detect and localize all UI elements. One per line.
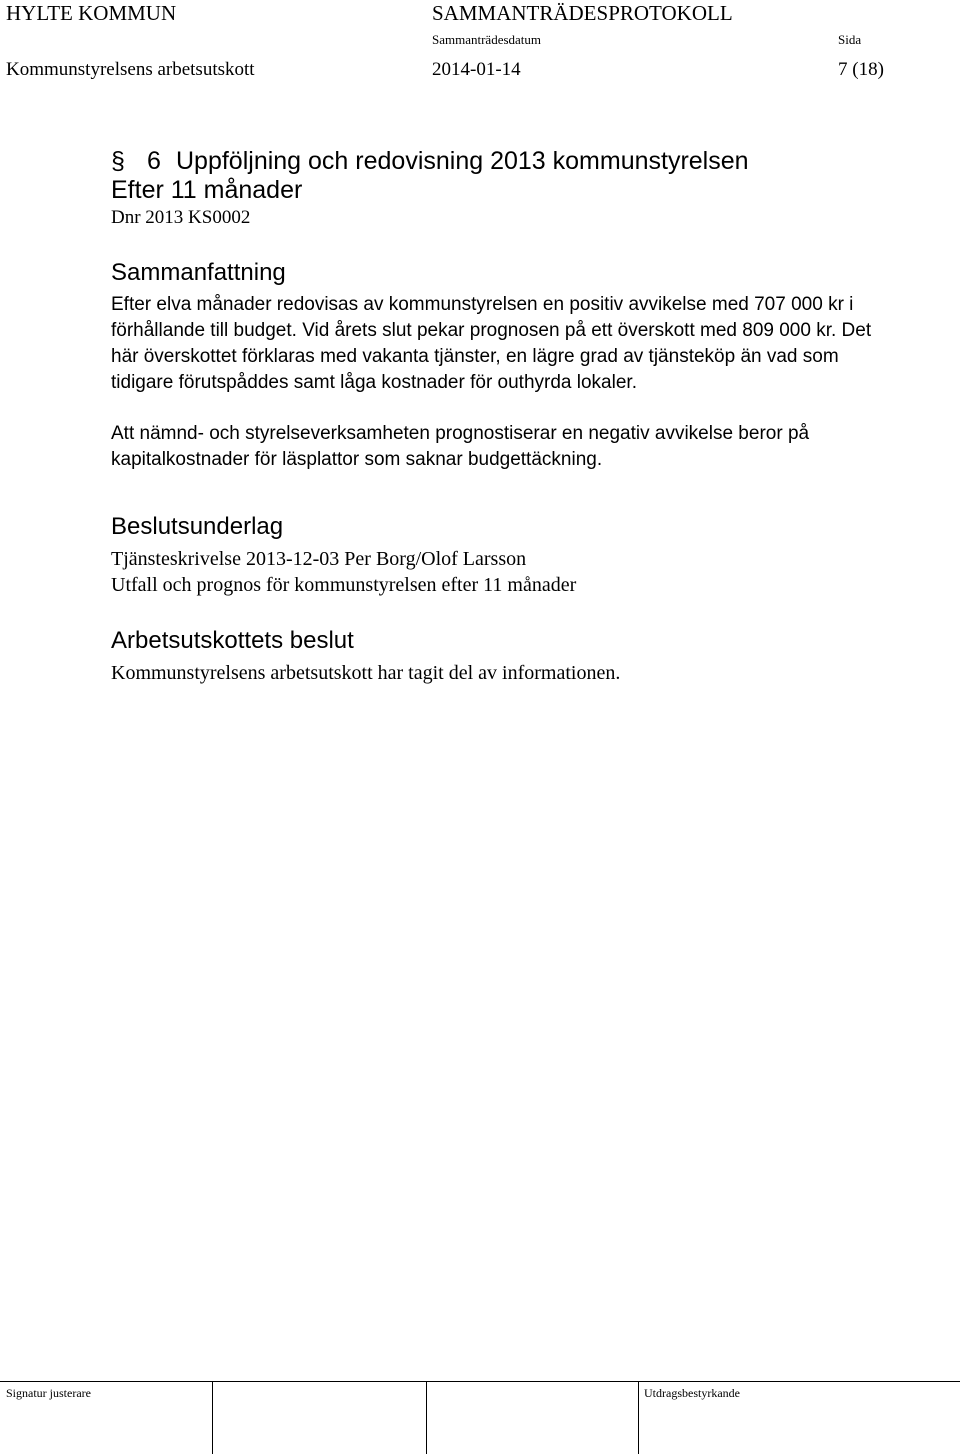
basis-item: Utfall och prognos för kommunstyrelsen efter 11 månader <box>111 574 577 596</box>
extract-cell <box>638 1382 959 1454</box>
page-label: Sida <box>838 32 862 47</box>
decision-text: Kommunstyrelsens arbetsutskott har tagit del av informationen. <box>111 662 621 684</box>
item-number: 6 <box>147 147 161 175</box>
decision-text-block <box>111 660 891 686</box>
summary-p2-line: kapitalkostnader för läsplattor som saknar budgettäckning. <box>111 449 603 470</box>
municipality-name: HYLTE KOMMUN <box>6 1 177 25</box>
basis-list <box>111 546 891 598</box>
signature-cell <box>426 1382 639 1454</box>
decision-heading: Arbetsutskottets beslut <box>111 627 354 654</box>
date-label: Sammanträdesdatum <box>432 32 542 47</box>
page-number: 7 (18) <box>838 59 884 80</box>
item-title-line2: Efter 11 månader <box>111 176 303 204</box>
signature-footer <box>0 1381 960 1454</box>
case-number: Dnr 2013 KS0002 <box>111 207 251 228</box>
signature-label: Signatur justerare <box>6 1386 91 1400</box>
summary-heading: Sammanfattning <box>111 259 286 286</box>
summary-p1-line: tidigare förutspåddes samt låga kostnader för outhyrda lokaler. <box>111 372 637 393</box>
document-type: SAMMANTRÄDESPROTOKOLL <box>432 1 733 25</box>
section-mark: § <box>111 147 125 175</box>
basis-item: Tjänsteskrivelse 2013-12-03 Per Borg/Olof Larsson <box>111 548 527 570</box>
summary-p2-line: Att nämnd- och styrelseverksamheten prognostiserar en negativ avvikelse beror på <box>111 423 810 444</box>
item-title-line1: Uppföljning och redovisning 2013 kommunstyrelsen <box>176 147 749 175</box>
summary-p1-line: här överskottet förklaras med vakanta tjänster, en lägre grad av tjänsteköp än vad som <box>111 346 839 367</box>
committee-name: Kommunstyrelsens arbetsutskott <box>6 59 255 80</box>
signature-cell <box>212 1382 427 1454</box>
signature-cell <box>0 1382 213 1454</box>
meeting-date: 2014-01-14 <box>432 59 521 80</box>
summary-p1-line: Efter elva månader redovisas av kommunstyrelsen en positiv avvikelse med 707 000 kr i <box>111 294 854 315</box>
extract-label: Utdragsbestyrkande <box>644 1386 740 1400</box>
summary-paragraph-1 <box>111 292 891 396</box>
summary-p1-line: förhållande till budget. Vid årets slut pekar prognosen på ett överskott med 809 000 kr. Det <box>111 320 872 341</box>
basis-heading: Beslutsunderlag <box>111 513 284 540</box>
summary-paragraph-2 <box>111 421 891 473</box>
